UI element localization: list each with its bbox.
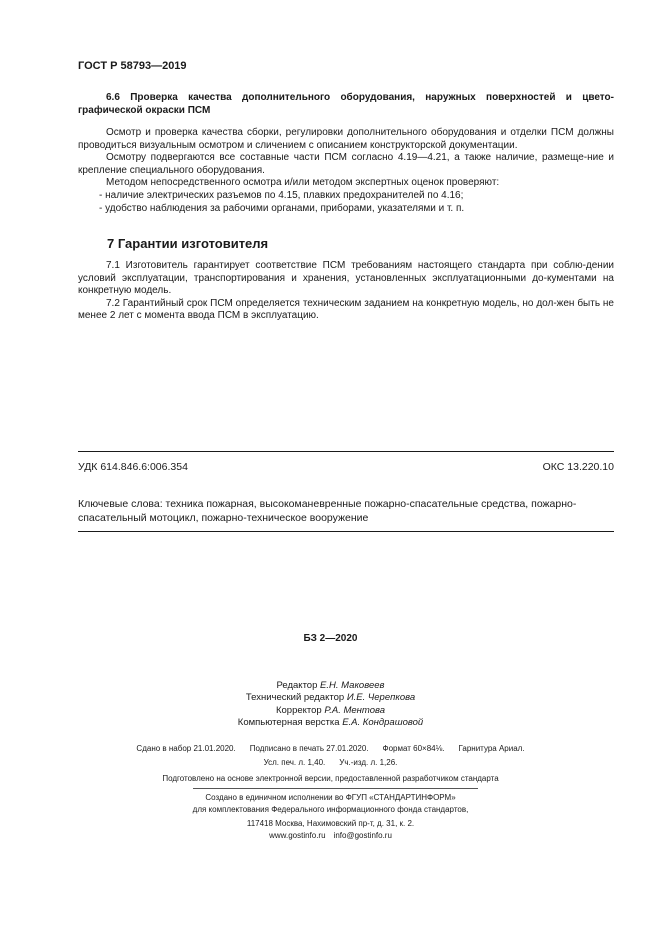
website-link[interactable]: www.gostinfo.ru [269, 830, 326, 840]
editorial-staff [0, 680, 661, 729]
section-6-6-heading [78, 92, 614, 117]
paragraph: 7.1 Изготовитель гарантирует соответствие ПСМ требованиям настоящего стандарта при соблю-дении условий эксплуатации, транспортирования и хранения, установленных эксплуатационными до-кументами на конкретную модель. [78, 260, 614, 297]
list-item: - наличие электрических разъемов по 4.15, плавких предохранителей по 4.16; [99, 189, 464, 201]
staff-line: Компьютерная верстка Е.А. Кондрашовой [237, 716, 424, 728]
divider [193, 788, 478, 789]
heading-text: 6.6 Проверка качества дополнительного оборудования, наружных поверхностей и цвето-графической окраски ПСМ [78, 92, 614, 116]
publisher-address [0, 818, 661, 841]
address-line: 117418 Москва, Нахимовский пр-т, д. 31, к. 2. [246, 819, 415, 828]
print-line: Сдано в набор 21.01.2020. Подписано в печать 27.01.2020. Формат 60×84⅛. Гарнитура Ариал. [136, 744, 525, 753]
publisher-info [0, 792, 661, 815]
section-6-6-body [78, 127, 614, 215]
publisher-line: Создано в единичном исполнении во ФГУП «СТАНДАРТИНФОРМ» [205, 793, 456, 802]
paragraph: Осмотр и проверка качества сборки, регулировки дополнительного оборудования и отделки ПСМ должны проводиться визуальным осмотром и сличением с описанием конструкторской документации. [78, 127, 614, 151]
staff-line: Редактор Е.Н. Маковеев [276, 680, 385, 691]
paragraph: Методом непосредственного осмотра и/или методом экспертных оценок проверяют: [106, 177, 500, 189]
paragraph: 7.2 Гарантийный срок ПСМ определяется техническим заданием на конкретную модель, но дол-жен быть не менее 2 лет с момента ввода ПСМ в эксплуатацию. [78, 297, 614, 322]
print-details [0, 742, 661, 770]
print-line: Усл. печ. л. 1,40. Уч.-изд. л. 1,26. [263, 758, 398, 767]
section-7-body [78, 260, 614, 323]
publisher-line: для комплектования Федерального информационного фонда стандартов, [192, 804, 469, 814]
prepared-note: Подготовлено на основе электронной версии, предоставленной разработчиком стандарта [162, 774, 499, 783]
divider [78, 451, 614, 452]
contact-line [0, 830, 661, 842]
staff-line: Технический редактор И.Е. Черепкова [245, 692, 416, 704]
section-7-heading: 7 Гарантии изготовителя [107, 236, 269, 251]
list-item: - удобство наблюдения за рабочими органами, приборами, указателями и т. п. [99, 202, 465, 214]
udk-code: УДК 614.846.6:006.354 [78, 461, 188, 473]
divider [78, 531, 614, 532]
staff-line: Корректор Р.А. Ментова [275, 704, 386, 716]
bz-number: БЗ 2—2020 [303, 633, 358, 644]
paragraph: Осмотру подвергаются все составные части ПСМ согласно 4.19—4.21, а также наличие, размеще-ние и крепление специального оборудования. [78, 152, 614, 176]
oks-code: ОКС 13.220.10 [542, 461, 614, 473]
standard-number: ГОСТ Р 58793—2019 [78, 60, 187, 72]
keywords: Ключевые слова: техника пожарная, высокоманевренные пожарно-спасательные средства, пожарно-спасательный мотоцикл, пожарно-техническое вооружение [78, 498, 577, 524]
check-list [78, 190, 614, 215]
email-link[interactable]: info@gostinfo.ru [333, 830, 392, 840]
